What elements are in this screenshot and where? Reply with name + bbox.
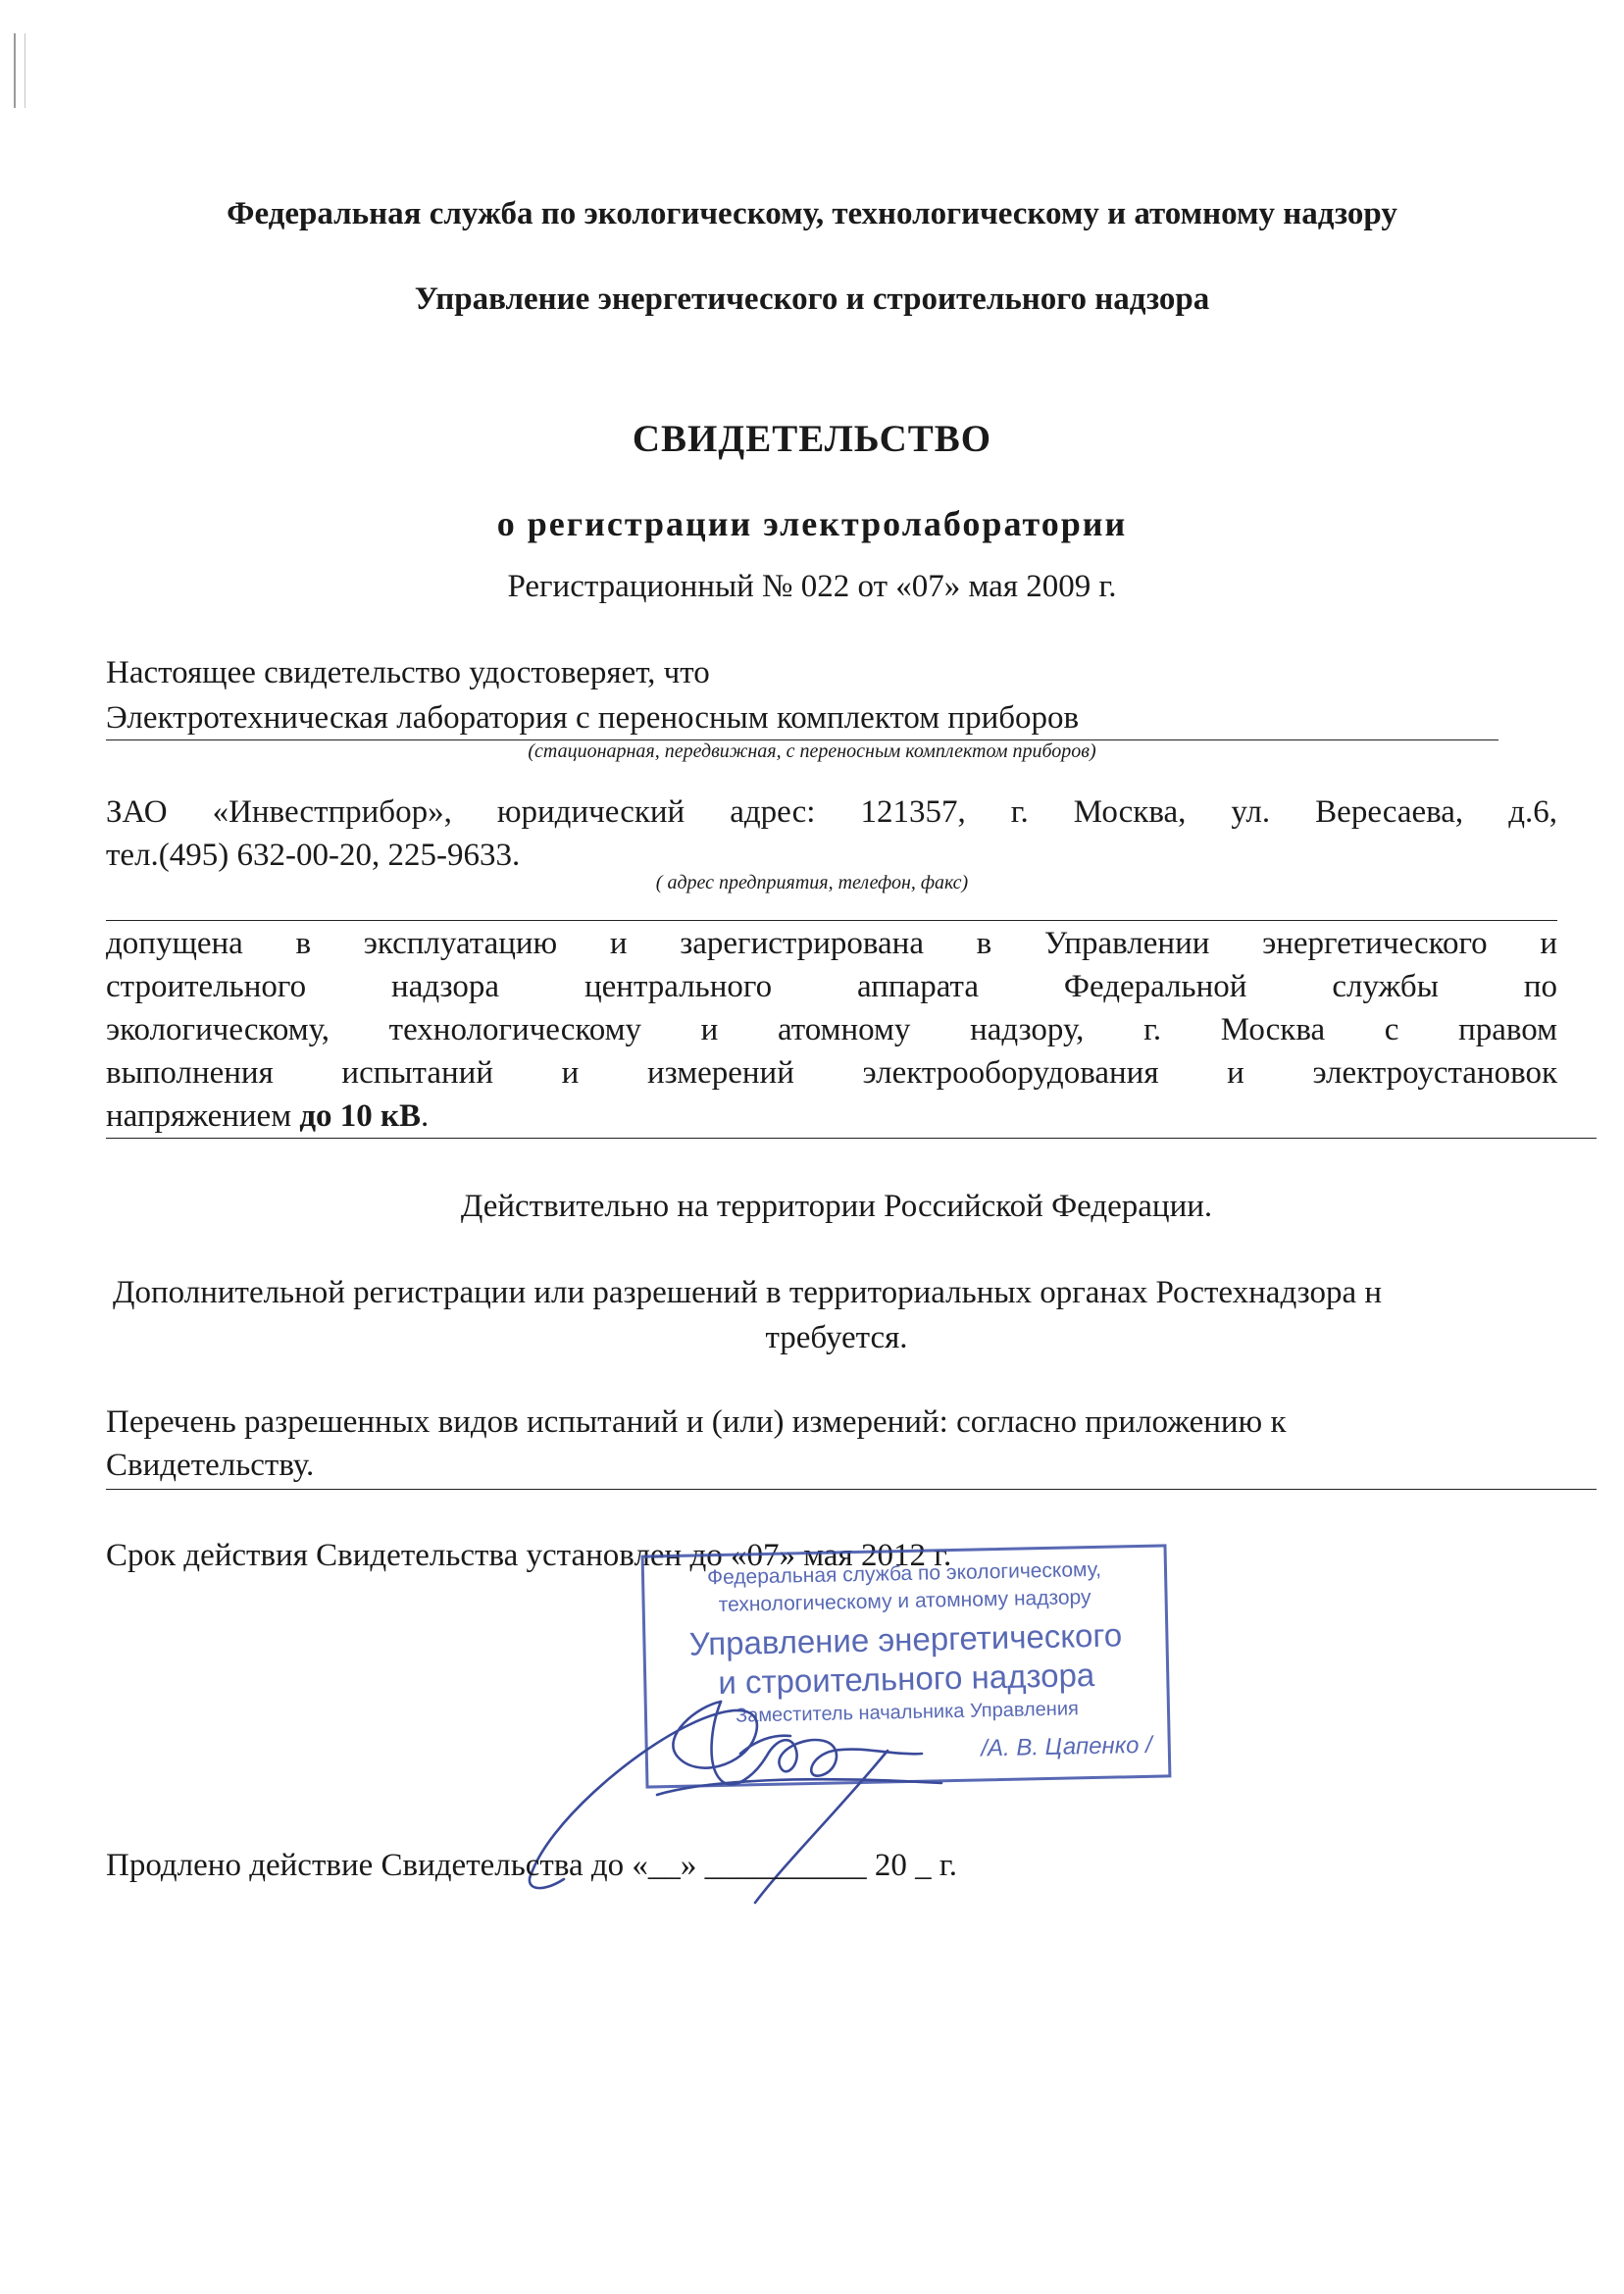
company-line: ЗАО «Инвестприбор», юридический адрес: 121357, г. Москва, ул. Вересаева, д.6,: [106, 794, 1557, 830]
extension-line: Продлено действие Свидетельства до «__» __________ 20 _ г.: [106, 1848, 957, 1883]
registration-number: Регистрационный № 022 от «07» мая 2009 г.: [507, 569, 1117, 604]
voltage-suffix: .: [421, 1098, 430, 1134]
valid-territory: Действительно на территории Российской Федерации.: [460, 1189, 1213, 1224]
scan-margin-mark: [14, 33, 25, 108]
admission-line: строительного надзора центрального аппарата Федеральной службы по: [106, 969, 1557, 1004]
lab-type-caption: (стационарная, передвижная, с переносным комплектом приборов): [528, 740, 1096, 762]
tests-underline: [106, 1489, 1597, 1490]
tests-list-line2: Свидетельству.: [106, 1448, 315, 1483]
company-underline: [106, 920, 1557, 921]
voltage-prefix: напряжением: [106, 1098, 300, 1134]
voltage-value: до 10 кВ: [299, 1098, 422, 1134]
stamp-text: и строительного надзора: [717, 1656, 1095, 1702]
company-caption: ( адрес предприятия, телефон, факс): [655, 872, 969, 893]
lab-type-value: Электротехническая лаборатория с переносным комплектом приборов: [106, 700, 1080, 736]
company-line: тел.(495) 632-00-20, 225-9633.: [106, 838, 521, 873]
additional-registration-line2: требуется.: [765, 1320, 908, 1355]
certifies-text: Настоящее свидетельство удостоверяет, что: [106, 655, 710, 690]
stamp-text: Управление энергетического: [688, 1616, 1123, 1662]
stamp-text: Федеральная служба по экологическому,: [706, 1557, 1102, 1590]
stamp-text: Заместитель начальника Управления: [735, 1698, 1080, 1727]
certificate-subtitle: о регистрации электролаборатории: [496, 504, 1128, 543]
certificate-title: СВИДЕТЕЛЬСТВО: [632, 418, 992, 460]
organization-title: Федеральная служба по экологическому, технологическому и атомному надзору: [227, 196, 1397, 231]
admission-voltage-line: [106, 1095, 1557, 1138]
admission-line: экологическому, технологическому и атомному надзору, г. Москва с правом: [106, 1012, 1557, 1047]
admission-block: [106, 922, 1557, 1138]
additional-registration-line: Дополнительной регистрации или разрешений в территориальных органах Ростехнадзора н: [113, 1275, 1383, 1310]
validity-term: Срок действия Свидетельства установлен до «07» мая 2012 г.: [106, 1538, 952, 1573]
admission-line: выполнения испытаний и измерений электрооборудования и электроустановок: [106, 1055, 1557, 1091]
tests-list-line: Перечень разрешенных видов испытаний и (или) измерений: согласно приложению к: [106, 1404, 1287, 1440]
admission-underline: [106, 1138, 1597, 1139]
stamp-signatory: /А. В. Цапенко /: [981, 1731, 1153, 1762]
admission-line: допущена в эксплуатацию и зарегистрирована в Управлении энергетического и: [106, 926, 1557, 961]
company-address-block: [106, 790, 1557, 877]
department-title: Управление энергетического и строительного надзора: [414, 281, 1210, 317]
stamp-text: технологическому и атомному надзору: [718, 1586, 1091, 1616]
